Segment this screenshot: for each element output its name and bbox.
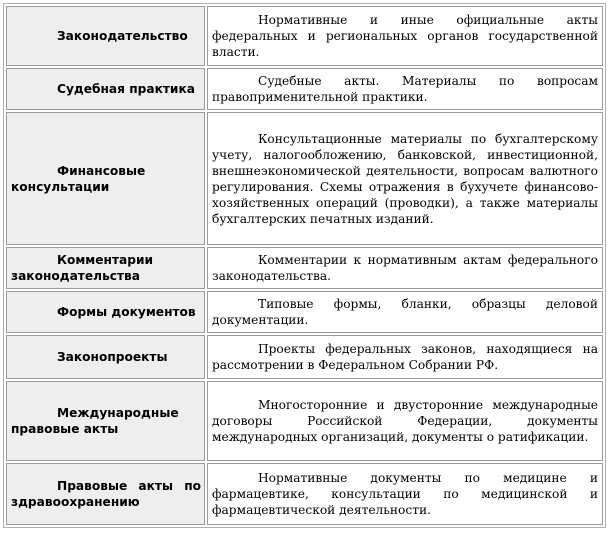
section-description-cell — [207, 6, 603, 66]
section-description-cell — [207, 335, 603, 379]
section-description: Нормативные и иные официальные акты федеральных и региональных органов государственной власти. — [212, 13, 598, 59]
section-description-cell — [207, 381, 603, 461]
table-row — [6, 335, 603, 379]
section-name: Финансовые консультации — [11, 163, 146, 194]
section-description: Комментарии к нормативным актам федерального законодательства. — [212, 253, 598, 283]
section-name-cell — [6, 247, 205, 289]
section-name: Международные правовые акты — [11, 406, 179, 436]
section-description: Нормативные документы по медицине и фармацевтике, консультации по медицинской и фармацевтической деятельности. — [212, 471, 598, 517]
section-description: Проекты федеральных законов, находящиеся на рассмотрении в Федеральном Собрании РФ. — [212, 342, 598, 372]
section-name-cell — [6, 291, 205, 333]
section-description: Консультационные материалы по бухгалтерскому учету, налогообложению, банковской, инвестиционной, внешнеэкономической деятельности, вопросам валютного регулирования. Схемы отражения в бухучете финансово-хозяйственных операций (проводки), а также материалы бухгалтерских печатных изданий. — [212, 131, 598, 226]
section-description-cell — [207, 291, 603, 333]
section-name: Правовые акты по здравоохранению — [11, 479, 201, 509]
section-name: Формы документов — [57, 305, 196, 319]
table-row — [6, 6, 603, 66]
section-description-cell — [207, 68, 603, 110]
table-row — [6, 68, 603, 110]
section-name-cell — [6, 112, 205, 245]
section-name-cell — [6, 381, 205, 461]
section-name: Законодательство — [57, 29, 188, 43]
section-name-cell — [6, 335, 205, 379]
table-row — [6, 112, 603, 245]
table-row — [6, 463, 603, 525]
table-row — [6, 291, 603, 333]
section-description: Типовые формы, бланки, образцы деловой документации. — [212, 297, 598, 327]
section-name-cell — [6, 463, 205, 525]
section-description-cell — [207, 247, 603, 289]
section-name: Комментарии законодательства — [11, 253, 154, 283]
section-description-cell — [207, 112, 603, 245]
section-name-cell — [6, 6, 205, 66]
sections-table — [3, 3, 606, 528]
table-row — [6, 247, 603, 289]
section-description-cell — [207, 463, 603, 525]
section-name-cell — [6, 68, 205, 110]
section-description: Многосторонние и двусторонние международные договоры Российской Федерации, документы международных организаций, документы о ратификации. — [212, 398, 598, 444]
table-row — [6, 381, 603, 461]
section-description: Судебные акты. Материалы по вопросам правоприменительной практики. — [212, 74, 598, 104]
section-name: Законопроекты — [57, 350, 168, 364]
section-name: Судебная практика — [57, 82, 195, 96]
